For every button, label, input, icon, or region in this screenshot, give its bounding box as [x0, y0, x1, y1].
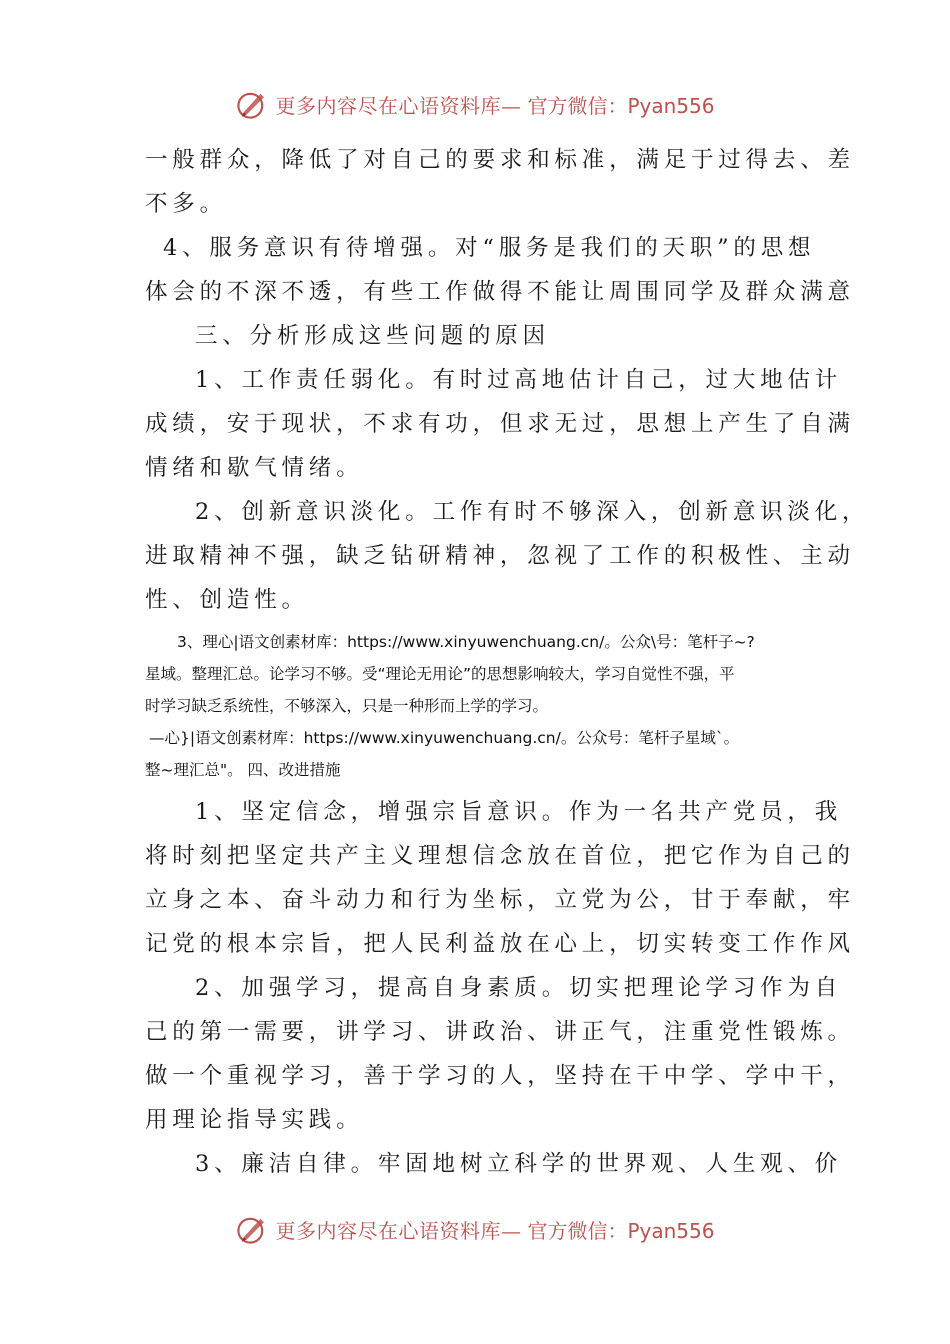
body-line: 立身之本、奋斗动力和行为坐标，立党为公，甘于奉献，牢 — [145, 887, 855, 913]
body-line: 不多。 — [145, 191, 227, 217]
body-line: 做一个重视学习，善于学习的人，坚持在干中学、学中干， — [145, 1063, 855, 1089]
body-line: 3、廉洁自律。牢固地树立科学的世界观、人生观、价 — [195, 1151, 843, 1177]
body-line: 用理论指导实践。 — [145, 1107, 364, 1133]
banner-wechat-text: 官方微信：Pyan556 — [527, 93, 715, 118]
pen-logo-icon — [235, 1212, 269, 1246]
footer-banner — [0, 1209, 950, 1249]
banner-wechat-text: 官方微信：Pyan556 — [527, 1218, 715, 1243]
body-line: 2、创新意识淡化。工作有时不够深入，创新意识淡化， — [195, 499, 870, 525]
header-banner — [0, 84, 950, 124]
document-body — [145, 138, 870, 1186]
section-heading: 三、分析形成这些问题的原因 — [195, 323, 550, 349]
body-line: 成绩，安于现状，不求有功，但求无过，思想上产生了自满 — [145, 411, 855, 437]
body-line: 2、加强学习，提高自身素质。切实把理论学习作为自 — [195, 975, 843, 1001]
banner-brand-text: 更多内容尽在心语资料库— — [275, 93, 522, 118]
pen-logo-icon — [235, 87, 269, 121]
body-line: 一般群众，降低了对自己的要求和标准，满足于过得去、差 — [145, 147, 855, 173]
section-heading-small: 整~理汇总"。 四、改进措施 — [145, 761, 341, 779]
body-line: 将时刻把坚定共产主义理想信念放在首位，把它作为自己的 — [145, 843, 855, 869]
body-line: 性、创造性。 — [145, 587, 309, 613]
watermark-text-line: 时学习缺乏系统性，不够深入，只是一种形而上学的学习。 — [145, 697, 549, 715]
body-line: 己的第一需要，讲学习、讲政治、讲正气，注重党性锻炼。 — [145, 1019, 855, 1045]
body-line: 情绪和歇气情绪。 — [145, 455, 364, 481]
body-line: 记党的根本宗旨，把人民利益放在心上，切实转变工作作风 — [145, 931, 855, 957]
watermark-text-line: 星域。整理汇总。论学习不够。受“理论无用论”的思想影响较大，学习自觉性不强，平 — [145, 665, 735, 683]
body-line: 1、坚定信念，增强宗旨意识。作为一名共产党员，我 — [195, 799, 843, 825]
body-line: 体会的不深不透，有些工作做得不能让周围同学及群众满意 — [145, 279, 855, 305]
watermark-text-line: —心}|语文创素材库：https://www.xinyuwenchuang.cn/。公众号：笔杆子星域`。 — [149, 729, 740, 747]
body-line: 4、服务意识有待增强。对“服务是我们的天职”的思想 — [163, 235, 816, 261]
body-line: 进取精神不强，缺乏钻研精神，忽视了工作的积极性、主动 — [145, 543, 855, 569]
banner-brand-text: 更多内容尽在心语资料库— — [275, 1218, 522, 1243]
watermark-text-line: 3、理心|语文创素材库：https://www.xinyuwenchuang.cn/。公众\号：笔杆子~? — [177, 633, 755, 651]
body-line: 1、工作责任弱化。有时过高地估计自己，过大地估计 — [195, 367, 843, 393]
